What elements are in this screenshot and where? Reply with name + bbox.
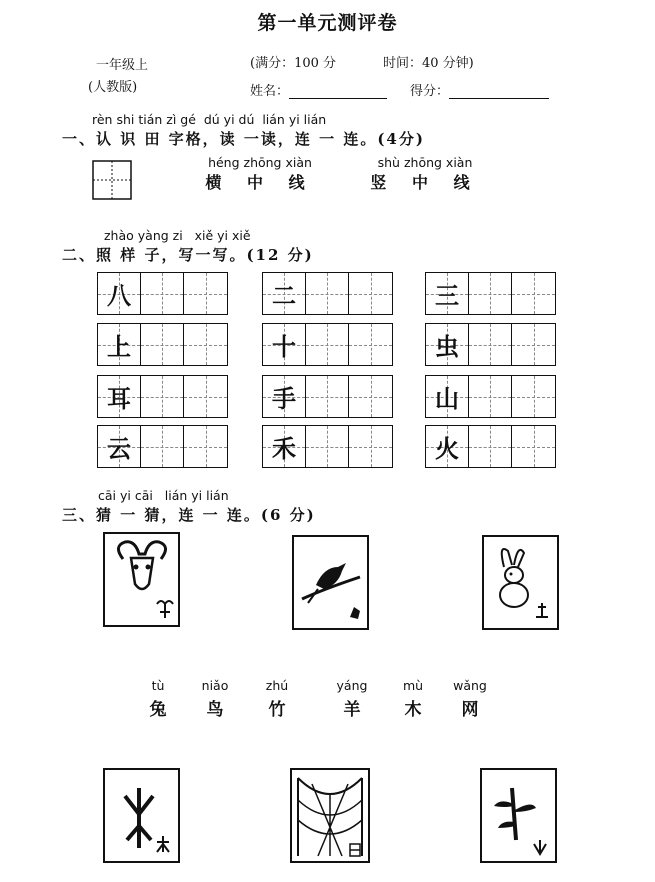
- rabbit-picture[interactable]: [482, 535, 559, 630]
- score-field[interactable]: [410, 80, 549, 99]
- writing-cell[interactable]: [469, 324, 512, 365]
- guess-word-pinyin: yáng: [336, 678, 368, 693]
- writing-grid-row[interactable]: [97, 272, 228, 315]
- word-text: 横 中 线: [205, 173, 315, 192]
- guess-word[interactable]: [322, 678, 382, 720]
- writing-cell[interactable]: [512, 324, 555, 365]
- writing-cell[interactable]: [184, 376, 227, 417]
- writing-cell[interactable]: [512, 273, 555, 314]
- page-title: 第一单元测评卷: [257, 12, 398, 34]
- writing-cell[interactable]: [469, 426, 512, 467]
- name-field[interactable]: [250, 80, 387, 99]
- model-char-cell: [263, 376, 306, 417]
- model-character: 手: [272, 384, 296, 413]
- model-character: 二: [272, 281, 296, 310]
- bird-icon: [294, 537, 367, 628]
- model-char-cell: [98, 273, 141, 314]
- ram-icon: [105, 534, 178, 625]
- guess-word-pinyin: wǎng: [453, 678, 487, 693]
- writing-cell[interactable]: [141, 426, 184, 467]
- writing-cell[interactable]: [306, 376, 349, 417]
- guess-word[interactable]: [247, 678, 307, 720]
- guess-word-character: 网: [461, 700, 479, 720]
- writing-cell[interactable]: [349, 426, 392, 467]
- model-char-cell: [426, 426, 469, 467]
- writing-grid-row[interactable]: [262, 323, 393, 366]
- bamboo-icon: [482, 770, 555, 861]
- writing-grid-row[interactable]: [425, 425, 556, 468]
- edition-label: (人教版): [88, 80, 138, 95]
- writing-cell[interactable]: [306, 324, 349, 365]
- net-picture[interactable]: [290, 768, 370, 863]
- writing-cell[interactable]: [184, 273, 227, 314]
- guess-word[interactable]: [383, 678, 443, 720]
- model-character: 禾: [272, 434, 296, 463]
- guess-word-character: 鸟: [206, 700, 224, 720]
- model-character: 八: [107, 281, 131, 310]
- model-char-cell: [426, 273, 469, 314]
- guess-word-character: 羊: [343, 700, 361, 720]
- tree-picture[interactable]: [103, 768, 180, 863]
- writing-cell[interactable]: [512, 376, 555, 417]
- writing-cell[interactable]: [184, 426, 227, 467]
- score-label: 得分：: [410, 84, 450, 99]
- writing-grid-row[interactable]: [425, 375, 556, 418]
- score-blank-line[interactable]: [449, 84, 549, 99]
- guess-word-character: 木: [404, 700, 422, 720]
- word-pinyin: shù zhōng xiàn: [377, 155, 473, 170]
- writing-grid-row[interactable]: [425, 272, 556, 315]
- model-char-cell: [98, 324, 141, 365]
- word-heng-zhong-xian[interactable]: [205, 155, 315, 193]
- guess-word-pinyin: mù: [402, 678, 424, 693]
- ram-picture[interactable]: [103, 532, 180, 627]
- guess-word-character: 竹: [268, 700, 286, 720]
- writing-cell[interactable]: [469, 376, 512, 417]
- section2-pinyin: zhào yàng zi xiě yi xiě: [104, 228, 251, 243]
- writing-grid-row[interactable]: [97, 323, 228, 366]
- net-icon: [292, 770, 368, 861]
- guess-word[interactable]: [128, 678, 188, 720]
- guess-word-character: 兔: [149, 700, 167, 720]
- section1-pinyin: rèn shi tián zì gé dú yi dú lián yi lián: [92, 112, 327, 127]
- model-char-cell: [426, 324, 469, 365]
- writing-cell[interactable]: [141, 273, 184, 314]
- model-character: 耳: [107, 384, 131, 413]
- writing-cell[interactable]: [141, 376, 184, 417]
- model-char-cell: [426, 376, 469, 417]
- model-character: 火: [435, 434, 459, 463]
- writing-grid-row[interactable]: [425, 323, 556, 366]
- model-character: 虫: [435, 332, 459, 361]
- time-info: 时间：40 分钟): [383, 56, 474, 71]
- bird-picture[interactable]: [292, 535, 369, 630]
- grade-label: 一年级上: [96, 58, 149, 73]
- name-blank-line[interactable]: [289, 84, 387, 99]
- model-character: 十: [272, 332, 296, 361]
- rabbit-icon: [484, 537, 557, 628]
- model-char-cell: [98, 376, 141, 417]
- model-char-cell: [98, 426, 141, 467]
- writing-cell[interactable]: [306, 426, 349, 467]
- writing-cell[interactable]: [306, 273, 349, 314]
- writing-grid-row[interactable]: [97, 425, 228, 468]
- model-character: 上: [107, 332, 131, 361]
- section3-pinyin: cāi yi cāi lián yi lián: [98, 488, 229, 503]
- writing-cell[interactable]: [349, 376, 392, 417]
- guess-word-pinyin: niǎo: [201, 678, 229, 693]
- model-char-cell: [263, 324, 306, 365]
- writing-cell[interactable]: [349, 273, 392, 314]
- writing-cell[interactable]: [184, 324, 227, 365]
- guess-word-pinyin: zhú: [265, 678, 289, 693]
- writing-grid-row[interactable]: [262, 425, 393, 468]
- model-character: 云: [107, 434, 131, 463]
- model-character: 山: [435, 384, 459, 413]
- guess-word[interactable]: [185, 678, 245, 720]
- writing-cell[interactable]: [512, 426, 555, 467]
- writing-cell[interactable]: [469, 273, 512, 314]
- word-pinyin: héng zhōng xiàn: [208, 155, 312, 170]
- writing-grid-row[interactable]: [262, 375, 393, 418]
- guess-word[interactable]: [440, 678, 500, 720]
- bamboo-picture[interactable]: [480, 768, 557, 863]
- tianzige-grid-icon: [92, 160, 132, 200]
- guess-word-pinyin: tù: [151, 678, 165, 693]
- section3-title: 三、猜 一 猜，连 一 连。(6 分): [62, 506, 316, 524]
- word-shu-zhong-xian[interactable]: [370, 155, 480, 193]
- model-character: 三: [435, 281, 459, 310]
- word-text: 竖 中 线: [370, 173, 480, 192]
- writing-cell[interactable]: [141, 324, 184, 365]
- tianzige-box: [92, 160, 132, 200]
- writing-grid-row[interactable]: [97, 375, 228, 418]
- writing-cell[interactable]: [349, 324, 392, 365]
- name-label: 姓名：: [250, 84, 290, 99]
- model-char-cell: [263, 273, 306, 314]
- section1-title: 一、认 识 田 字格，读 一读，连 一 连。(4分): [62, 130, 425, 148]
- tree-icon: [105, 770, 178, 861]
- full-score-info: (满分：100 分: [250, 56, 337, 71]
- section2-title: 二、照 样 子，写一写。(12 分): [62, 246, 314, 264]
- writing-grid-row[interactable]: [262, 272, 393, 315]
- model-char-cell: [263, 426, 306, 467]
